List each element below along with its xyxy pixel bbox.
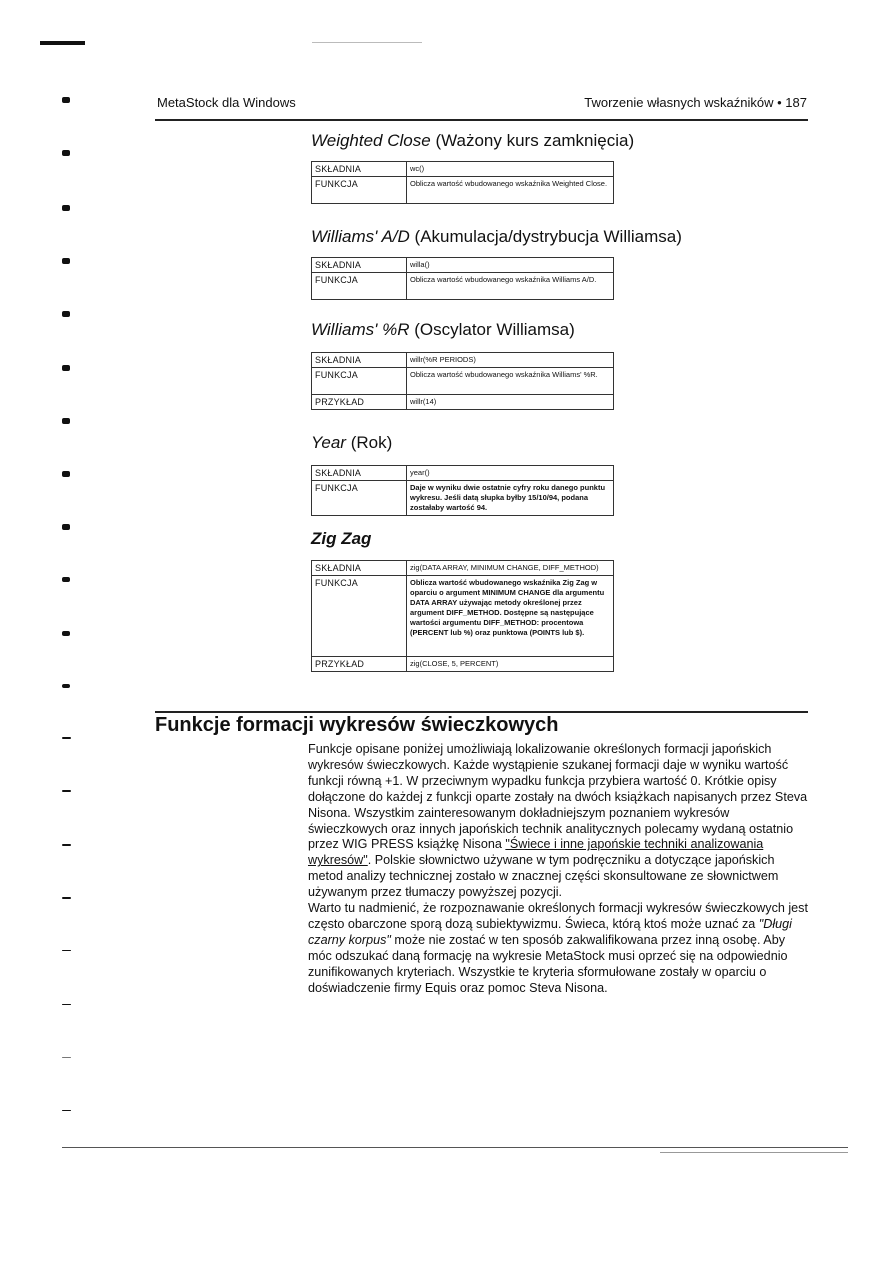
book-title: "Świece i inne japońskie techniki analizowania wykresów" xyxy=(308,837,764,868)
row-value: willr(14) xyxy=(407,395,614,410)
function-table xyxy=(311,465,614,516)
emphasis-text: "Długi czarny korpus" xyxy=(308,916,792,947)
function-name: Zig Zag xyxy=(311,529,372,548)
row-value: zig(DATA ARRAY, MINIMUM CHANGE, DIFF_METHOD) xyxy=(407,561,614,576)
margin-mark xyxy=(62,97,70,103)
margin-mark xyxy=(62,577,70,582)
function-title xyxy=(311,529,371,549)
margin-mark xyxy=(62,737,71,739)
margin-mark xyxy=(62,1004,71,1005)
row-key: SKŁADNIA xyxy=(312,162,407,177)
paragraph-text: . Polskie słownictwo używane w tym podręczniku a dotyczące japońskich metod analizy technicznej zostało w znacznej części skonsultowane ze słownictwem używanym przez tłumaczy powyższej pozycji. xyxy=(308,853,779,900)
paragraph-text: Warto tu nadmienić, że rozpoznawanie określonych formacji wykresów świeczkowych jest często obarczone sporą dozą subiektywizmu. Świeca, którą ktoś może uznać za xyxy=(308,901,808,931)
function-title xyxy=(311,320,575,340)
table-row xyxy=(312,561,614,576)
function-table xyxy=(311,352,614,410)
function-translation: (Akumulacja/dystrybucja Williamsa) xyxy=(414,227,682,246)
table-row xyxy=(312,576,614,657)
table-row xyxy=(312,481,614,516)
row-value: Oblicza wartość wbudowanego wskaźnika Williams' %R. xyxy=(407,368,614,395)
margin-mark xyxy=(62,844,71,846)
row-key: PRZYKŁAD xyxy=(312,395,407,410)
row-value: year() xyxy=(407,466,614,481)
margin-mark xyxy=(62,471,70,477)
table-row xyxy=(312,177,614,204)
paragraph-text: może nie zostać w ten sposób zakwalifikowana przez inną osobę. Aby móc odszukać daną formację na wykresie MetaStock musi oprzeć się na odpowiednio zunifikowanych kryteriach. Wszystkie te kryteria sformułowane zostały w oparciu o doświadczenie firmy Equis oraz pomoc Steva Nisona. xyxy=(308,932,788,995)
function-table xyxy=(311,161,614,204)
row-key: SKŁADNIA xyxy=(312,258,407,273)
scan-artifact-bar xyxy=(40,41,85,45)
margin-mark xyxy=(62,1057,71,1058)
table-row xyxy=(312,273,614,300)
function-name: Williams' A/D xyxy=(311,227,410,246)
row-value: Oblicza wartość wbudowanego wskaźnika Zig Zag w oparciu o argument MINIMUM CHANGE dla argumentu DATA ARRAY używając metody określonej przez argument DIFF_METHOD. Dostępne są następujące wartości argumentu DIFF_METHOD: procentowa (PERCENT lub %) oraz punktowa (POINTS lub $). xyxy=(407,576,614,657)
row-value: willa() xyxy=(407,258,614,273)
row-key: FUNKCJA xyxy=(312,273,407,300)
scan-artifact-line xyxy=(312,42,422,43)
table-row xyxy=(312,466,614,481)
header-rule xyxy=(155,119,808,121)
margin-mark xyxy=(62,897,71,899)
margin-mark xyxy=(62,150,70,156)
function-table xyxy=(311,560,614,672)
table-row xyxy=(312,368,614,395)
row-value: wc() xyxy=(407,162,614,177)
margin-mark xyxy=(62,205,70,211)
paragraph xyxy=(308,901,808,996)
margin-mark xyxy=(62,684,70,688)
section-title: Funkcje formacji wykresów świeczkowych xyxy=(155,714,559,736)
function-title xyxy=(311,433,392,453)
row-key: FUNKCJA xyxy=(312,481,407,516)
section-body xyxy=(308,742,808,997)
margin-mark xyxy=(62,790,71,792)
margin-mark xyxy=(62,950,71,951)
function-translation: (Rok) xyxy=(350,433,393,452)
function-table xyxy=(311,257,614,300)
row-key: SKŁADNIA xyxy=(312,561,407,576)
row-key: FUNKCJA xyxy=(312,368,407,395)
row-value: zig(CLOSE, 5, PERCENT) xyxy=(407,657,614,672)
margin-mark xyxy=(62,631,70,636)
table-row xyxy=(312,353,614,368)
table-row xyxy=(312,395,614,410)
margin-mark xyxy=(62,418,70,424)
function-translation: (Oscylator Williamsa) xyxy=(414,320,575,339)
margin-mark xyxy=(62,524,70,530)
margin-mark xyxy=(62,311,70,317)
function-name: Weighted Close xyxy=(311,131,431,150)
row-key: SKŁADNIA xyxy=(312,466,407,481)
function-title xyxy=(311,131,634,151)
table-row xyxy=(312,657,614,672)
paragraph-text: Funkcje opisane poniżej umożliwiają lokalizowanie określonych formacji japońskich wykresów świeczkowych. Każde wystąpienie szukanej formacji daje w wyniku wartość funkcji równą +1. W przeciwnym wypadku funkcja przybiera wartość 0. Krótkie opisy dołączone do każdej z funkcji oparte zostały na dwóch książkach napisanych przez Steva Nisona. Wszystkim zainteresowanym dokładniejszym poznaniem wykresów świeczkowych oraz innych japońskich technik analitycznych polecamy wydaną ostatnio przez WIG PRESS książkę Nisona xyxy=(308,742,808,852)
row-key: PRZYKŁAD xyxy=(312,657,407,672)
row-key: FUNKCJA xyxy=(312,177,407,204)
function-name: Williams' %R xyxy=(311,320,410,339)
margin-mark xyxy=(62,258,70,264)
row-value: willr(%R PERIODS) xyxy=(407,353,614,368)
margin-mark xyxy=(62,1110,71,1111)
function-title xyxy=(311,227,682,247)
margin-mark xyxy=(62,365,70,371)
scan-artifact-line xyxy=(660,1152,848,1153)
function-name: Year xyxy=(311,433,346,452)
running-header-right: Tworzenie własnych wskaźników • 187 xyxy=(584,95,807,110)
row-value: Oblicza wartość wbudowanego wskaźnika Williams A/D. xyxy=(407,273,614,300)
row-value: Daje w wyniku dwie ostatnie cyfry roku danego punktu wykresu. Jeśli datą słupka byłby 15/10/94, podana zostałaby wartość 94. xyxy=(407,481,614,516)
running-header-left: MetaStock dla Windows xyxy=(157,95,296,110)
section-rule xyxy=(155,711,808,713)
function-translation: (Ważony kurs zamknięcia) xyxy=(435,131,635,150)
bottom-rule xyxy=(62,1147,848,1148)
paragraph xyxy=(308,742,808,901)
row-key: SKŁADNIA xyxy=(312,353,407,368)
row-value: Oblicza wartość wbudowanego wskaźnika Weighted Close. xyxy=(407,177,614,204)
table-row xyxy=(312,258,614,273)
table-row xyxy=(312,162,614,177)
row-key: FUNKCJA xyxy=(312,576,407,657)
